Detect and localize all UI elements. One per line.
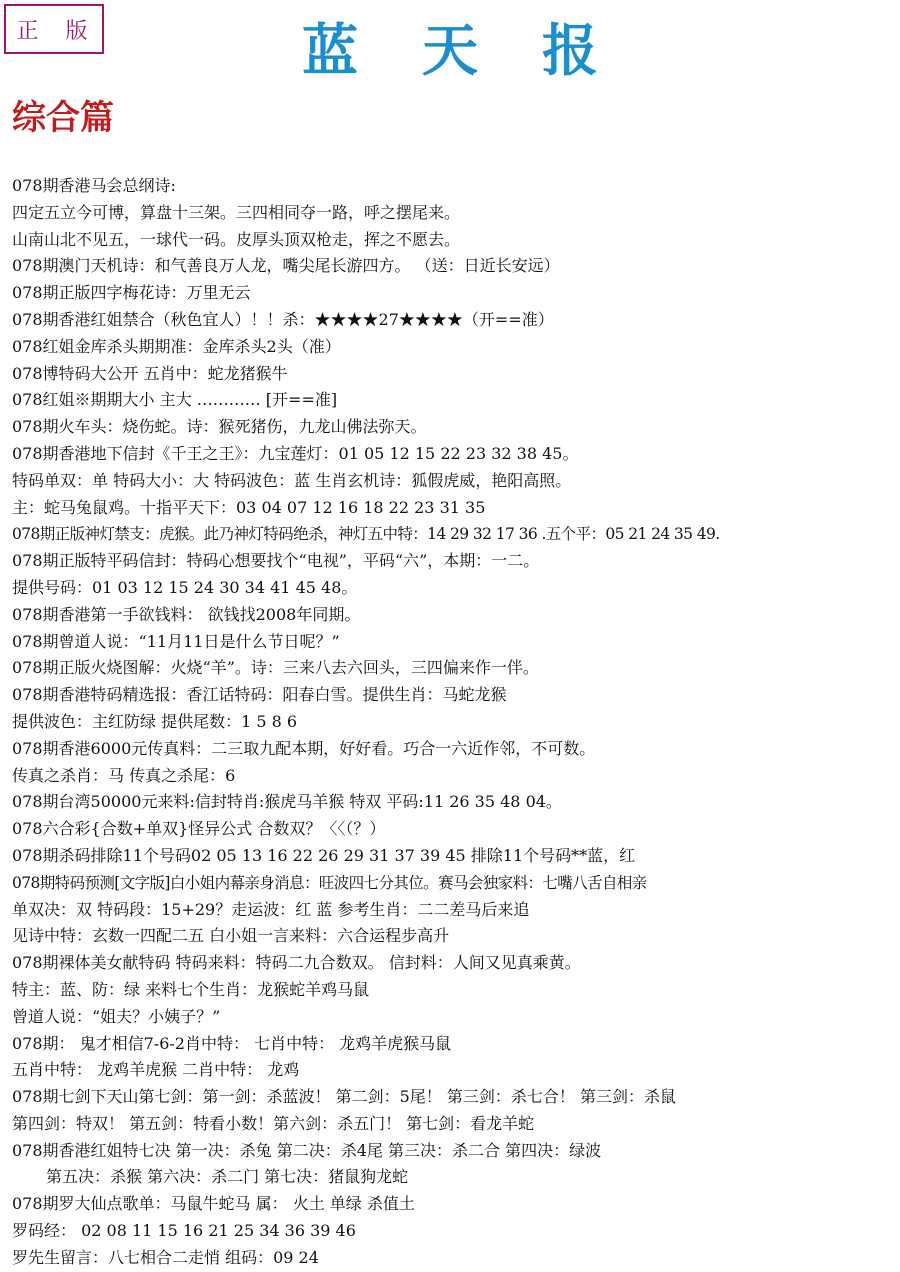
text-line: 078期杀码排除11个号码02 05 13 16 22 26 29 31 37 39 45 排除11个号码**蓝，红 <box>12 845 636 865</box>
text-line: 罗先生留言：八七相合二走悄 组码：09 24 <box>12 1247 319 1267</box>
text-line: 山南山北不见五，一球代一码。皮厚头顶双枪走，挥之不愿去。 <box>12 229 461 249</box>
text-line: 078六合彩{合数+单双}怪异公式 合数双？〈〈（？） <box>12 819 386 839</box>
text-line: 078期香港第一手欲钱料： 欲钱找2008年同期。 <box>12 604 361 624</box>
text-line: 传真之杀肖：马 传真之杀尾：6 <box>12 765 236 785</box>
text-line: 见诗中特：玄数一四配二五 白小姐一言来料：六合运程步高升 <box>12 926 450 946</box>
text-line: 提供号码：01 03 12 15 24 30 34 41 45 48。 <box>12 577 358 597</box>
text-line: 提供波色：主红防绿 提供尾数：1 5 8 6 <box>12 711 298 731</box>
text-line: 曾道人说：“姐夫？小姨子？” <box>12 1006 221 1026</box>
text-line: 特主：蓝、防：绿 来料七个生肖：龙猴蛇羊鸡马鼠 <box>12 979 370 999</box>
text-line: 078期： 鬼才相信7-6-2肖中特： 七肖中特： 龙鸡羊虎猴马鼠 <box>12 1033 452 1053</box>
text-line: 主：蛇马兔鼠鸡。十指平天下：03 04 07 12 16 18 22 23 31 35 <box>12 497 486 517</box>
text-line: 078期香港红姐特七决 第一决：杀兔 第二决：杀4尾 第三决：杀二合 第四决：绿波 <box>12 1140 602 1160</box>
text-line: 078期香港马会总纲诗: <box>12 176 176 195</box>
text-line: 078期七剑下天山第七剑：第一剑：杀蓝波！ 第二剑：5尾！ 第三剑：杀七合！ 第三剑：杀鼠 <box>12 1087 676 1107</box>
text-line: 078期澳门天机诗：和气善良万人龙，嘴尖尾长游四方。 （送：日近长安远） <box>12 256 560 276</box>
text-line: 078期特码预测[文字版]白小姐内幕亲身消息：旺波四七分其位。赛马会独家料：七嘴八舌自相亲 <box>12 873 647 892</box>
text-line: 078期正版四字梅花诗：万里无云 <box>12 283 251 303</box>
text-line: 078期香港特码精选报：香江话特码：阳春白雪。提供生肖：马蛇龙猴 <box>12 685 507 705</box>
text-line: 078期正版特平码信封：特码心想要找个“电视”，平码“六”，本期：一二。 <box>12 551 540 571</box>
text-line: 单双决：双 特码段：15+29？走运波：红 蓝 参考生肖：二二差马后来追 <box>12 899 530 919</box>
text-line: 078期香港红姐禁合（秋色宜人）！！杀：★★★★27★★★★（开==准） <box>12 309 554 329</box>
text-line: 078期香港6000元传真料：二三取九配本期，好好看。巧合一六近作邻，不可数。 <box>12 738 596 758</box>
masthead-title: 蓝天报 <box>302 18 662 84</box>
text-line: 078期裸体美女献特码 特码来料：特码二九合数双。 信封料：人间又见真乘黄。 <box>12 953 581 973</box>
text-line: 078红姐金库杀头期期准：金库杀头2头（准） <box>12 336 341 356</box>
edition-badge: 正 版 <box>4 4 104 54</box>
text-line: 078期正版火烧图解：火烧“羊”。诗：三来八去六回头，三四偏来作一伴。 <box>12 658 539 678</box>
text-line: 078期正版神灯禁支：虎猴。此乃神灯特码绝杀，神灯五中特：14 29 32 17 36 .五个平：05 21 24 35 49. <box>12 525 720 544</box>
text-line: 第五决：杀猴 第六决：杀二门 第七决：猪鼠狗龙蛇 <box>46 1167 409 1187</box>
text-line: 078红姐※期期大小 主大 ………… [开==准] <box>12 390 338 410</box>
text-line: 078期台湾50000元来料:信封特肖:猴虎马羊猴 特双 平码:11 26 35 48 04。 <box>12 792 562 812</box>
section-title: 综合篇 <box>12 98 114 138</box>
text-line: 特码单双：单 特码大小：大 特码波色：蓝 生肖玄机诗：狐假虎威，艳阳高照。 <box>12 470 572 490</box>
text-line: 五肖中特： 龙鸡羊虎猴 二肖中特： 龙鸡 <box>12 1060 300 1080</box>
text-line: 078期香港地下信封《千王之王》：九宝莲灯：01 05 12 15 22 23 32 38 45。 <box>12 443 579 463</box>
text-line: 第四剑：特双！ 第五剑：特看小数！第六剑：杀五门！ 第七剑：看龙羊蛇 <box>12 1113 535 1133</box>
text-line: 078期曾道人说：“11月11日是什么节日呢？” <box>12 631 340 651</box>
text-line: 078期罗大仙点歌单：马鼠牛蛇马 属： 火土 单绿 杀值土 <box>12 1194 415 1214</box>
text-line: 罗码经： 02 08 11 15 16 21 25 34 36 39 46 <box>12 1221 356 1241</box>
text-line: 078期火车头：烧伤蛇。诗：猴死猪伤，九龙山佛法弥天。 <box>12 417 427 437</box>
text-line: 078博特码大公开 五肖中：蛇龙猪猴牛 <box>12 363 288 383</box>
article-lines <box>12 173 898 1272</box>
text-line: 四定五立今可博，算盘十三架。三四相同夺一路，呼之摆尾来。 <box>12 202 461 222</box>
